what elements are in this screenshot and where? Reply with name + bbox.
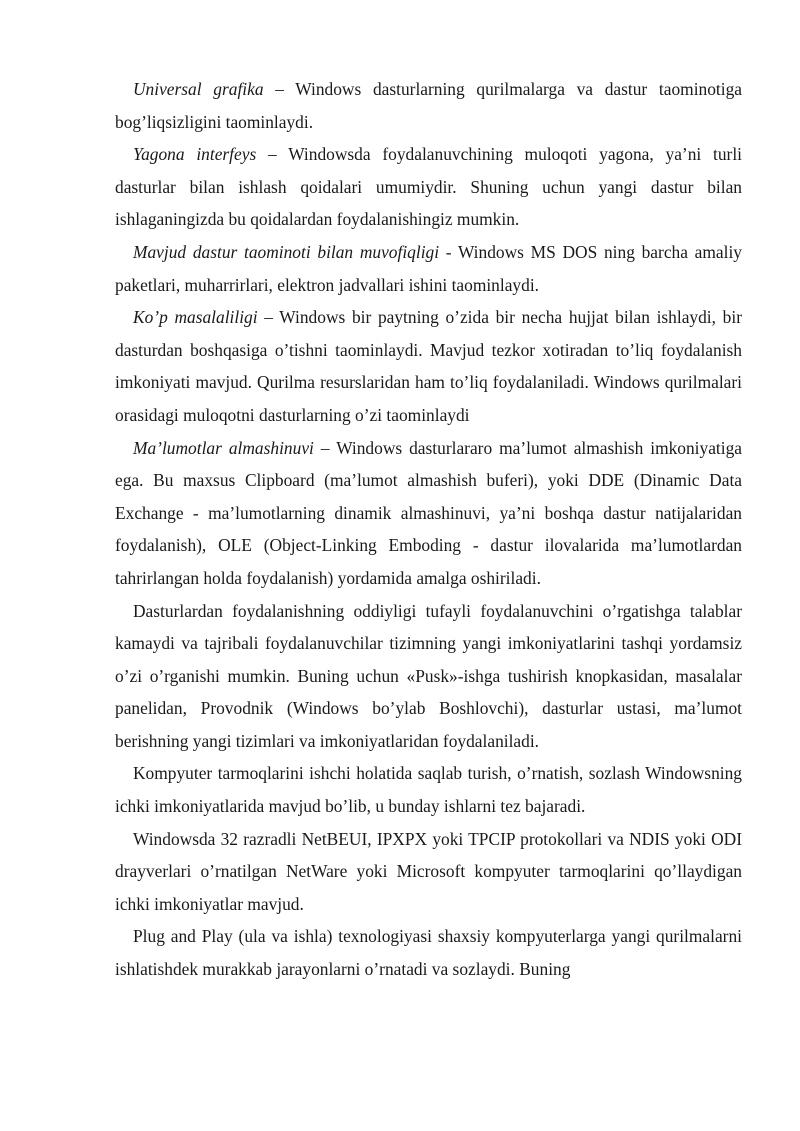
- paragraph-text: – Windowsda foydalanuvchining muloqoti yagona, ya’ni turli dasturlar bilan ishlash qoidalari umumiydir. Shuning uchun yangi dastur bilan ishlaganingizda bu qoidalardan foydalanishingiz mumkin.: [115, 144, 743, 230]
- paragraph-text: Windowsda 32 razradli NetBEUI, IPXPX yoki TPCIP protokollari va NDIS yoki ODI drayverlari o’rnatilgan NetWare yoki Microsoft kompyuter tarmoqlarini qo’llaydigan ichki imkoniyatlar mavjud.: [115, 828, 742, 914]
- paragraph-tarmoqlar: [115, 757, 742, 822]
- paragraph-kop-masalaliligi: [115, 301, 742, 431]
- paragraph-malumotlar-almashinuvi: [115, 432, 742, 595]
- paragraph-text: – Windows bir paytning o’zida bir necha hujjat bilan ishlaydi, bir dasturdan boshqasiga o’tishni taominlaydi. Mavjud tezkor xotiradan to’liq foydalanish imkoniyati mavjud. Qurilma resurslaridan ham to’liq foydalaniladi. Windows qurilmalari orasidagi muloqotni dasturlarning o’zi taominlaydi: [115, 307, 742, 425]
- paragraph-universal-grafika: [115, 73, 742, 138]
- paragraph-plug-and-play: [115, 920, 742, 985]
- paragraph-term: Ma’lumotlar almashinuvi: [133, 437, 314, 458]
- paragraph-term: Universal grafika: [133, 79, 264, 99]
- paragraph-text: Kompyuter tarmoqlarini ishchi holatida saqlab turish, o’rnatish, sozlash Windowsning ichki imkoniyatlarida mavjud bo’lib, u bunday ishlarni tez bajaradi.: [115, 763, 742, 817]
- paragraph-text: - Windows MS DOS ning barcha amaliy paketlari, muharrirlari, elektron jadvallari ishini taominlaydi.: [115, 241, 742, 295]
- document-page: [115, 73, 742, 986]
- paragraph-yagona-interfeys: [115, 138, 742, 236]
- paragraph-term: Yagona interfeys: [133, 144, 257, 165]
- paragraph-text: – Windows dasturlararo ma’lumot almashish imkoniyatiga ega. Bu maxsus Clipboard (ma’lumot almashish buferi), yoki DDE (Dinamic Data Exchange - ma’lumotlarning dinamik almashinuvi, ya’ni boshqa dastur natijalaridan foydalanish), OLE (Object-Linking Emboding - dastur ilovalarida ma’lumotlardan tahrirlangan holda foydalanish) yordamida amalga oshiriladi.: [115, 437, 743, 588]
- paragraph-term: Ko’p masalaliligi: [133, 307, 258, 328]
- paragraph-text: – Windows dasturlarning qurilmalarga va dastur taominotiga bog’liqsizligini taominlaydi.: [115, 79, 742, 132]
- paragraph-muvofiqligi: [115, 236, 742, 301]
- paragraph-text: Plug and Play (ula va ishla) texnologiyasi shaxsiy kompyuterlarga yangi qurilmalarni ishlatishdek murakkab jarayonlarni o’rnatadi va sozlaydi. Buning: [115, 926, 742, 980]
- paragraph-term: Mavjud dastur taominoti bilan muvofiqligi: [133, 241, 440, 262]
- paragraph-protokollar: [115, 823, 742, 921]
- paragraph-oddiyligi: [115, 595, 742, 758]
- paragraph-text: Dasturlardan foydalanishning oddiyligi tufayli foydalanuvchini o’rgatishga talablar kamaydi va tajribali foydalanuvchilar tizimning yangi imkoniyatlarini tashqi yordamsiz o’zi o’rganishi mumkin. Buning uchun «Pusk»-ishga tushirish knopkasidan, masalalar panelidan, Provodnik (Windows bo’ylab Boshlovchi), dasturlar ustasi, ma’lumot berishning yangi tizimlari va imkoniyatlaridan foydalaniladi.: [115, 600, 742, 751]
